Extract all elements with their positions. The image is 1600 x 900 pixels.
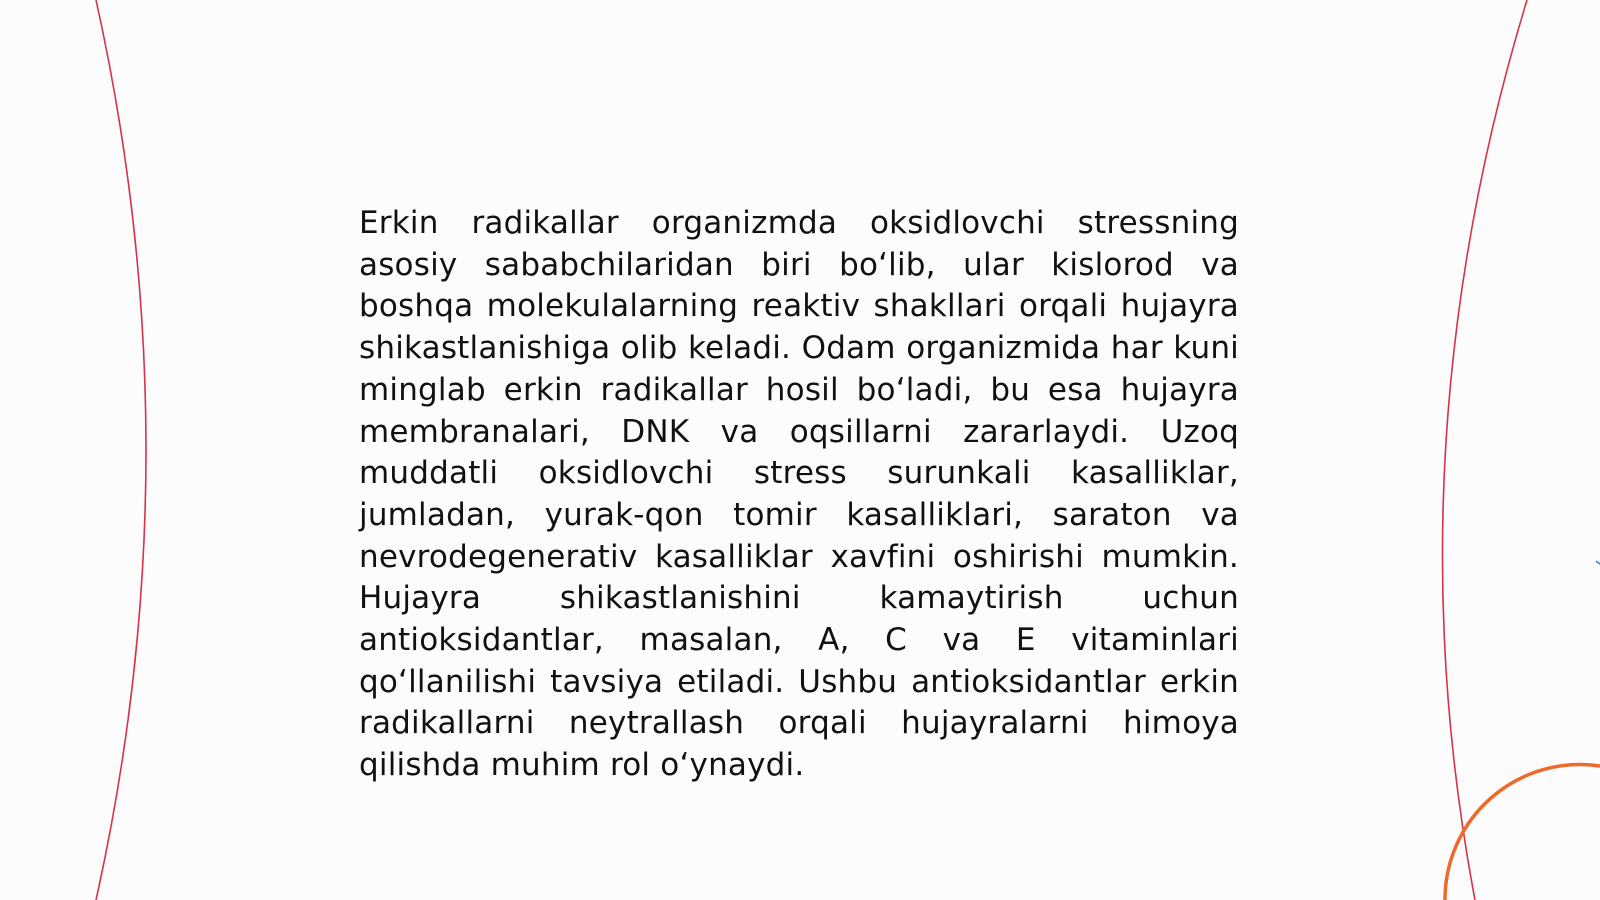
- left-arc-line: [96, 0, 146, 900]
- small-right-mark: [1596, 561, 1600, 564]
- right-arc-line: [1442, 0, 1527, 900]
- body-paragraph: Erkin radikallar organizmda oksidlovchi stressning asosiy sababchilaridan biri bo‘lib, ular kislorod va boshqa molekulalarning reaktiv shakllari orqali hujayra shikastlanishiga olib keladi. Odam organizmida har kuni minglab erkin radikallar hosil bo‘ladi, bu esa hujayra membranalari, DNK va oqsillarni zararlaydi. Uzoq muddatli oksidlovchi stress surunkali kasalliklar, jumladan, yurak-qon tomir kasalliklari, saraton va nevrodegenerativ kasalliklar xavfini oshirishi mumkin. Hujayra shikastlanishini kamaytirish uchun antioksidantlar, masalan, A, C va E vitaminlari qo‘llanilishi tavsiya etiladi. Ushbu antioksidantlar erkin radikallarni neytrallash orqali hujayralarni himoya qilishda muhim rol o‘ynaydi.: [359, 205, 1239, 784]
- orange-circle-arc: [1445, 765, 1600, 900]
